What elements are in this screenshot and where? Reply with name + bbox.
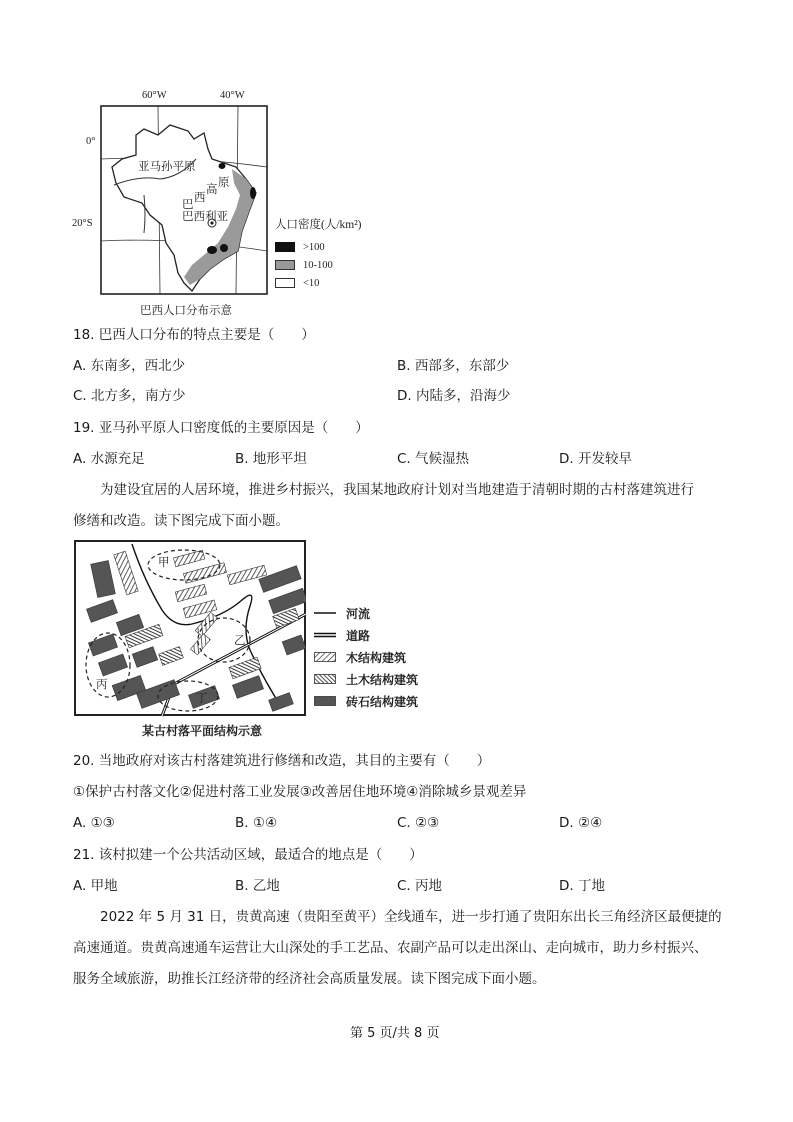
road-line-icon — [314, 631, 336, 639]
label-brasilia: 巴西利亚 — [182, 209, 228, 223]
passage-2-line-3: 服务全域旅游，助推长江经济带的经济社会高质量发展。读下图完成下面小题。 — [73, 971, 546, 987]
lon-label-40w: 40°W — [220, 90, 245, 101]
q20-option-c[interactable]: C. ②③ — [397, 815, 440, 831]
village-plan-caption: 某古村落平面结构示意 — [142, 724, 263, 738]
label-plateau-ba: 巴 — [182, 197, 194, 211]
legend-wood: 木结构建筑 — [314, 646, 418, 668]
q21-option-a[interactable]: A. 甲地 — [73, 878, 118, 894]
legend-road: 道路 — [314, 624, 418, 646]
question-20-stem: 20. 当地政府对该古村落建筑进行修缮和改造，其目的主要有（ ） — [73, 753, 491, 769]
area-label-yi: 乙 — [234, 633, 246, 647]
legend-swatch-low — [275, 278, 295, 288]
legend-river: 河流 — [314, 602, 418, 624]
lon-label-60w: 60°W — [142, 90, 167, 101]
q21-option-d[interactable]: D. 丁地 — [559, 878, 605, 894]
label-plateau-gao: 高 — [206, 182, 218, 196]
lat-label-0: 0° — [86, 136, 96, 147]
map-caption: 巴西人口分布示意 — [140, 303, 232, 317]
legend-item-low: <10 — [275, 274, 362, 292]
q19-option-c[interactable]: C. 气候湿热 — [397, 451, 470, 467]
area-label-bing: 丙 — [96, 677, 108, 691]
legend-title: 人口密度(人/km²) — [275, 219, 362, 231]
village-plan-drawing — [74, 540, 306, 718]
passage-1-line-2: 修缮和改造。读下图完成下面小题。 — [73, 513, 289, 529]
question-21-stem: 21. 该村拟建一个公共活动区域，最适合的地点是（ ） — [73, 847, 423, 863]
q21-option-b[interactable]: B. 乙地 — [235, 878, 280, 894]
label-amazon-plain: 亚马孙平原 — [138, 159, 196, 173]
legend-swatch-high — [275, 242, 295, 252]
q18-option-d[interactable]: D. 内陆多，沿海少 — [397, 388, 511, 404]
legend-earth-wood: 土木结构建筑 — [314, 668, 418, 690]
brick-fill-icon — [314, 696, 336, 706]
question-19-stem: 19. 亚马孙平原人口密度低的主要原因是（ ） — [73, 420, 369, 436]
legend-brick: 砖石结构建筑 — [314, 690, 418, 712]
q18-option-b[interactable]: B. 西部多，东部少 — [397, 358, 510, 374]
passage-2-line-1: 2022 年 5 月 31 日，贵黄高速（贵阳至黄平）全线通车，进一步打通了贵阳东出长三角经济区最便捷的 — [100, 909, 722, 925]
q19-option-b[interactable]: B. 地形平坦 — [235, 451, 307, 467]
page-number: 第 5 页/共 8 页 — [350, 1026, 440, 1041]
q19-option-d[interactable]: D. 开发较早 — [559, 451, 632, 467]
passage-2-line-2: 高速通道。贵黄高速通车运营让大山深处的手工艺品、农副产品可以走出深山、走向城市，助力乡村振兴、 — [73, 940, 708, 956]
village-plan-legend — [314, 602, 418, 712]
q19-option-a[interactable]: A. 水源充足 — [73, 451, 145, 467]
legend-item-high: >100 — [275, 238, 362, 256]
population-density-legend — [275, 216, 362, 292]
passage-1-line-1: 为建设宜居的人居环境，推进乡村振兴，我国某地政府计划对当地建造于清朝时期的古村落建筑进行 — [100, 482, 694, 498]
label-plateau-yuan: 原 — [218, 175, 230, 189]
q20-option-a[interactable]: A. ①③ — [73, 815, 115, 831]
area-label-jia: 甲 — [158, 555, 170, 569]
area-label-ding: 丁 — [196, 691, 208, 705]
question-18-stem: 18. 巴西人口分布的特点主要是（ ） — [73, 327, 315, 343]
legend-swatch-mid — [275, 260, 295, 270]
wood-hatch-icon — [314, 652, 336, 662]
q18-option-c[interactable]: C. 北方多，南方少 — [73, 388, 186, 404]
river-line-icon — [314, 609, 336, 617]
q21-option-c[interactable]: C. 丙地 — [397, 878, 443, 894]
legend-item-mid: 10-100 — [275, 256, 362, 274]
label-plateau-xi: 西 — [194, 190, 206, 204]
village-plan-map — [74, 540, 306, 718]
q18-option-a[interactable]: A. 东南多，西北少 — [73, 358, 186, 374]
q20-option-d[interactable]: D. ②④ — [559, 815, 603, 831]
lat-label-20s: 20°S — [72, 218, 93, 229]
q20-statements: ①保护古村落文化②促进村落工业发展③改善居住地环境④消除城乡景观差异 — [73, 784, 527, 800]
q20-option-b[interactable]: B. ①④ — [235, 815, 278, 831]
earth-hatch-icon — [314, 674, 336, 684]
